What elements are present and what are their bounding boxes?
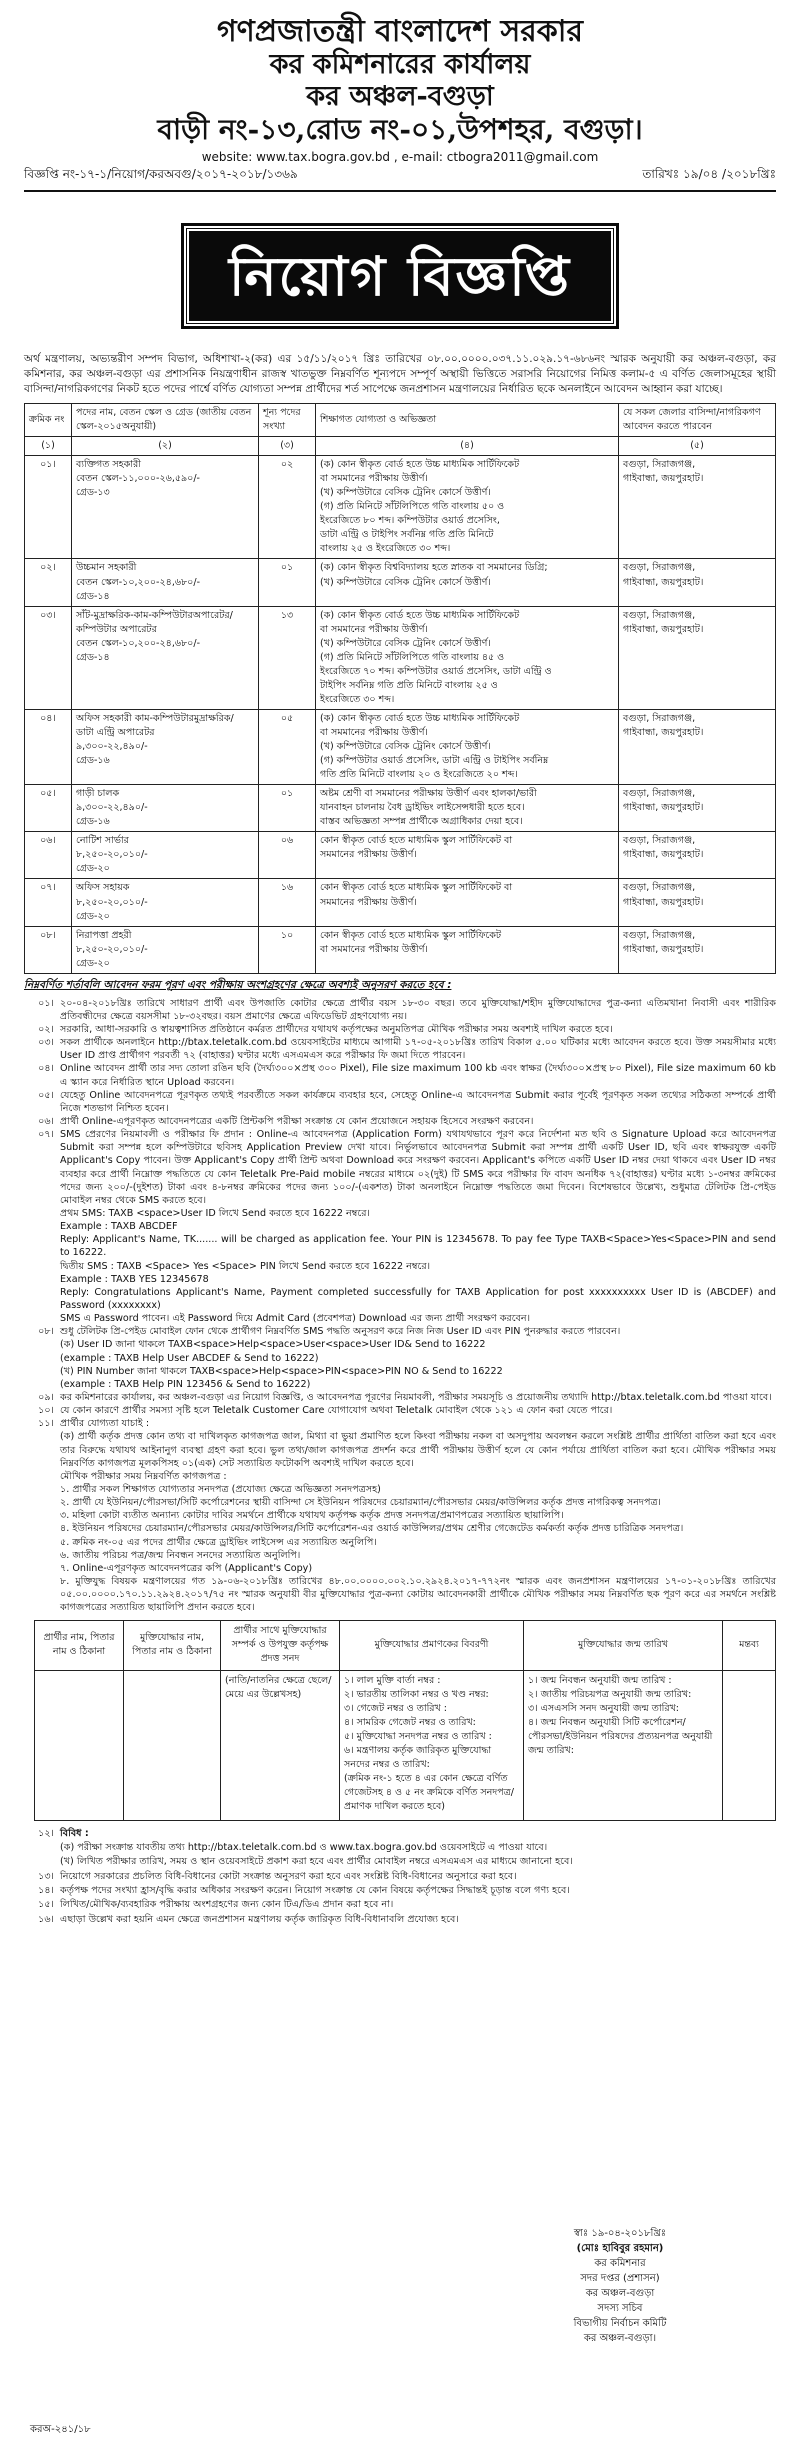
col-index: (৪) — [316, 437, 619, 456]
col-remarks: মন্তব্য — [723, 1621, 776, 1670]
misc-text: (ক) পরীক্ষা সংক্রান্ত যাবতীয় তথ্য http://btax.teletalk.com.bd ও www.tax.bogra.gov.bd ওয়েবসাইটে এ পাওয়া যাবে। (খ) লিখিত পরীক্ষার তারিখ, সময় ও স্থান ওয়েবসাইটে প্রকাশ করা হবে এবং প্রার্থীর মোবাইল নম্বরে এসএমএস এর মাধ্যমে জানানো হবে। — [60, 1841, 573, 1868]
post-serial: ০৫। — [25, 785, 72, 832]
post-count: ০৬ — [259, 832, 316, 879]
post-row — [25, 709, 776, 784]
signatory-secretary: সদস্য সচিব — [597, 2303, 643, 2314]
signatory-name: (মোঃ হাবিবুর রহমান) — [576, 2243, 664, 2254]
post-serial: ০৭। — [25, 879, 72, 926]
rule-text: প্রার্থীর যোগ্যতা যাচাই : (ক) প্রার্থী কর্তৃক প্রদত্ত কোন তথ্য বা দাখিলকৃত কাগজপত্র জাল, মিথ্যা বা ভুয়া প্রমাণিত হলে কিংবা পরীক্ষায় নকল বা অসদুপায় অবলম্বন করলে সংশ্লিষ্ট প্রার্থীর প্রার্থিতা বাতিল করা হবে এবং তার বিরুদ্ধে যথাযথ আইনানুগ ব্যবস্থা গ্রহণ করা হবে। ভুল তথ্য/জাল কাগজপত্র প্রদর্শন করে প্রার্থী পরীক্ষায় উত্তীর্ণ হলে যে কোন পর্যায়ে প্রার্থিতা বাতিল করা হবে। মৌখিক পরীক্ষার সময় নিম্নবর্ণিত কাগজপত্র মূলকপিসহ ০১(এক) সেট সত্যায়িত ফটোকপি অবশ্যই দাখিল করতে হবে। মৌখিক পরীক্ষার সময় নিম্নবর্ণিত কাগজপত্র : ১. প্রার্থীর সকল শিক্ষাগত যোগ্যতার সনদপত্র (প্রযোজ্য ক্ষেত্রে অভিজ্ঞতা সনদপত্রসহ) ২. প্রার্থী যে ইউনিয়ন/পৌরসভা/সিটি কর্পোরেশনের স্থায়ী বাসিন্দা সে ইউনিয়ন পরিষদের চেয়ারম্যান/পৌরসভার মেয়র/কাউন্সিলর কর্তৃক প্রদত্ত নাগরিকত্ব সনদপত্র। ৩. মহিলা কোটা ব্যতীত অন্যান্য কোটার দাবির সমর্থনে প্রার্থীকে যথাযথ কর্তৃপক্ষ কর্তৃক প্রদত্ত সনদপত্র/প্রমাণপত্রের সত্যায়িত ছায়ালিপি। ৪. ইউনিয়ন পরিষদের চেয়ারম্যান/পৌরসভার মেয়র/কাউন্সিলর/সিটি কর্পোরেশন-এর ওয়ার্ড কাউন্সিলর/প্রথম শ্রেণীর গেজেটেড কর্মকর্তা কর্তৃক প্রদত্ত চারিত্রিক সনদপত্র। ৫. ক্রমিক নং-০৫ এর পদের প্রার্থীর ক্ষেত্রে ড্রাইভিং লাইসেন্স এর সত্যায়িত অনুলিপি। ৬. জাতীয় পরিচয় পত্র/জন্ম নিবন্ধন সনদের সত্যায়িত অনুলিপি। ৭. Online-এপূরণকৃত আবেদনপত্রের কপি (Applicant's Copy) ৮. মুক্তিযুদ্ধ বিষয়ক মন্ত্রণালয়ের গত ১৯-০৬-২০১৮খ্রিঃ তারিখের ৪৮.০০.০০০০.০০২.১০.২৯২৪.২০১৭-৭৭২নং স্মারক এবং জনপ্রশাসন মন্ত্রণালয়ের ১৭-০১-২০১৮খ্রিঃ তারিখের ০৫.০০.০০০০.১৭০.১১.২৯২৪.২০১৭/৭৫ নং স্মারক অনুযায়ী বীর মুক্তিযোদ্ধার পুত্র-কন্যা কোটায় আবেদনকারী প্রার্থীকে মৌখিক পরীক্ষার সময় নিম্নবর্ণিত ছক পূরণ করে এর সমর্থনে সংশ্লিষ্ট কাগজপত্রের সত্যায়িত ছায়ালিপি প্রদান করতে হবে। — [60, 1418, 776, 1614]
post-count: ০৫ — [259, 709, 316, 784]
rule-text: এছাড়া উল্লেখ করা হয়নি এমন ক্ষেত্রে জনপ্রশাসন মন্ত্রণালয় কর্তৃক জারিকৃত বিধি-বিধানাবলি প্রযোজ্য হবে। — [60, 1913, 459, 1925]
footer-rule-list — [24, 1870, 776, 1928]
rule-number: ০৭। — [38, 1129, 54, 1141]
post-row — [25, 559, 776, 606]
zone-name: কর অঞ্চল-বগুড়া — [306, 81, 494, 113]
contact-line: website: www.tax.bogra.gov.bd , e-mail: ctbogra2011@gmail.com — [201, 150, 599, 165]
post-name: গাড়ী চালক ৯,৩০০-২২,৪৯০/- গ্রেড-১৬ — [72, 785, 259, 832]
footer-code: করঅ-২৪১/১৮ — [30, 2424, 91, 2435]
post-qualification: কোন স্বীকৃত বোর্ড হতে মাধ্যমিক স্কুল সার্টিফিকেট বা সমমানের পরীক্ষায় উত্তীর্ণ। — [316, 926, 619, 973]
post-serial: ০৬। — [25, 832, 72, 879]
rule-number: ১০। — [38, 1405, 54, 1417]
rule-text: প্রার্থী Online-এপূরণকৃত আবেদনপত্রের একটি প্রিন্টকপি পরীক্ষা সংক্রান্ত যে কোন প্রয়োজনে সহায়ক হিসেবে সংরক্ষণ করবেন। — [60, 1116, 534, 1128]
rule-text: লিখিত/মৌখিক/ব্যবহারিক পরীক্ষায় অংশগ্রহণের জন্য কোন টিএ/ডিএ প্রদান করা হবে না। — [60, 1899, 394, 1911]
rule-text: যে কোন কারণে প্রার্থীর সমস্যা সৃষ্টি হলে Teletalk Customer Care যোগাযোগ অথবা Teletalk মোবাইল থেকে ১২১ এ ফোন করা যেতে পারে। — [60, 1405, 613, 1417]
rule-item — [24, 1417, 776, 1614]
post-row — [25, 832, 776, 879]
post-qualification: (ক) কোন স্বীকৃত বোর্ড হতে উচ্চ মাধ্যমিক সার্টিফিকেট বা সমমানের পরীক্ষায় উত্তীর্ণ। (খ) কম্পিউটারে বেসিক ট্রেনিং কোর্সে উত্তীর্ণ। (গ) কম্পিউটার ওয়ার্ড প্রসেসিং, ডাটা এন্ট্রি ও টাইপিং সর্বনিম্ন গতি প্রতি মিনিটে বাংলায় ২০ ও ইংরেজিতে ২০ শব্দ। — [316, 709, 619, 784]
post-row — [25, 606, 776, 709]
post-serial: ০১। — [25, 456, 72, 559]
post-qualification: কোন স্বীকৃত বোর্ড হতে মাধ্যমিক স্কুল সার্টিফিকেট বা সমমানের পরীক্ষায় উত্তীর্ণ। — [316, 832, 619, 879]
posts-table — [24, 403, 776, 974]
signatory-committee: বিভাগীয় নির্বাচন কমিটি — [573, 2318, 667, 2329]
col-index: (২) — [72, 437, 259, 456]
col-ff-name: মুক্তিযোদ্ধার নাম, পিতার নাম ও ঠিকানা — [124, 1621, 221, 1670]
post-name: নিরাপত্তা প্রহরী ৮,২৫০-২০,০১০/- গ্রেড-২০ — [72, 926, 259, 973]
rule-item — [24, 1870, 776, 1884]
col-dob: মুক্তিযোদ্ধার জন্ম তারিখ — [524, 1621, 723, 1670]
post-row — [25, 456, 776, 559]
post-name: উচ্চমান সহকারী বেতন স্কেল-১০,২০০-২৪,৬৮০/- গ্রেড-১৪ — [72, 559, 259, 606]
post-count: ০২ — [259, 456, 316, 559]
post-name: নোটিশ সার্ভার ৮,২৫০-২০,০১০/- গ্রেড-২০ — [72, 832, 259, 879]
letterhead — [24, 14, 776, 164]
post-serial: ০৮। — [25, 926, 72, 973]
col-relation: প্রার্থীর সাথে মুক্তিযোদ্ধার সম্পর্ক ও উপযুক্ত কর্তৃপক্ষ প্রদত্ত সনদ — [221, 1621, 340, 1670]
banner-wrap — [24, 226, 776, 326]
govt-name: গণপ্রজাতন্ত্রী বাংলাদেশ সরকার — [217, 14, 583, 49]
col-index: (৩) — [259, 437, 316, 456]
rule-item — [24, 1913, 776, 1927]
post-districts: বগুড়া, সিরাজগঞ্জ, গাইবান্ধা, জয়পুরহাট। — [619, 832, 776, 879]
rule-number: ১৫। — [38, 1899, 54, 1911]
cell-proof: ১। লাল মুক্তি বার্তা নম্বর : ২। ভারতীয় তালিকা নম্বর ও খণ্ড নম্বর: ৩। গেজেট নম্বর ও তারিখ : ৪। সামরিক গেজেট নম্বর ও তারিখ: ৫। মুক্তিযোদ্ধা সনদপত্র নম্বর ও তারিখ : ৬। মন্ত্রণালয় কর্তৃক জারিকৃত মুক্তিযোদ্ধা সনদের নম্বর ও তারিখ: (ক্রমিক নং-১ হতে ৪ এর কোন ক্ষেত্রে বর্ণিত গেজেটসহ ৪ ও ৫ নং ক্রমিকে বর্ণিত সনদপত্র/প্রমাণক দাখিল করতে হবে) — [340, 1670, 524, 1820]
signature-block — [500, 2226, 740, 2346]
signatory-cc-zone: কর অঞ্চল-বগুড়া। — [583, 2333, 657, 2344]
office-name: কর কমিশনারের কার্যালয় — [269, 49, 531, 81]
post-serial: ০৪। — [25, 709, 72, 784]
rule-text: কর কমিশনারের কার্যালয়, কর অঞ্চল-বগুড়া এর নিয়োগ বিজ্ঞপ্তি, ও আবেদনপত্র পূরণের নিয়মাবলী, পরীক্ষার সময়সূচি ও প্রয়োজনীয় তথ্যাদি http://btax.teletalk.com.bd পাওয়া যাবে। — [60, 1391, 772, 1403]
post-districts: বগুড়া, সিরাজগঞ্জ, গাইবান্ধা, জয়পুরহাট। — [619, 559, 776, 606]
post-serial: ০২। — [25, 559, 72, 606]
rule-text: SMS প্রেরণের নিয়মাবলী ও পরীক্ষার ফি প্রদান : Online-এ আবেদনপত্র (Application Form) যথাযথভাবে পূরণ করে নির্দেশনা মত ছবি ও Signature Upload করে আবেদনপত্র Submit করা সম্পন্ন হলে কম্পিউটারে ছবিসহ Application Preview দেখা যাবে। নির্ভুলভাবে আবেদনপত্র Submit করা সম্পন্ন প্রার্থী একটি User ID, ছবি এবং স্বাক্ষরযুক্ত একটি Applicant's Copy পাবেন। উক্ত Applicant's Copy প্রার্থী প্রিন্ট অথবা Download করে সংরক্ষণ করবেন। Applicant's কপিতে একটি User ID নম্বর দেয়া থাকবে এবং User ID নম্বর ব্যবহার করে প্রার্থী নিম্নোক্ত পদ্ধতিতে যে কোন Teletalk Pre-Paid mobile নম্বরের মাধ্যমে ০২(দুই) টি SMS করে পরীক্ষার ফি বাবদ অনধিক ৭২(বাহাত্তর) ঘণ্টার মধ্যে ১-৩নম্বর ক্রমিকের পদের জন্য ২০০/-(দুইশত) টাকা এবং ৪-৮নম্বর ক্রমিকের পদের জন্য ১০০/-(একশত) টাকা অনলাইনে নিম্নোক্ত পদ্ধতিতে জমা দিবেন। বিশেষভাবে উল্লেখ্য, শুধুমাত্র টেলিটক প্রি-পেইড মোবাইল নম্বর থেকে SMS করতে হবে। প্রথম SMS: TAXB <space>User ID লিখে Send করতে হবে 16222 নম্বরে। Example : TAXB ABCDEF Reply: Applicant's Name, TK....... will be charged as application fee. Your PIN is 12345678. To pay fee Type TAXB<Space>Yes<Space>PIN and send to 16222. দ্বিতীয় SMS : TAXB <Space> Yes <Space> PIN লিখে Send করতে হবে 16222 নম্বরে। Example : TAXB YES 12345678 Reply: Congratulations Applicant's Name, Payment completed successfully for TAXB Application for post xxxxxxxxxx User ID is (ABCDEF) and Password (xxxxxxxx) SMS এ Password পাবেন। এই Password দিয়ে Admit Card (প্রবেশপত্র) Download এর জন্য প্রার্থী সংরক্ষণ করবেন। — [60, 1129, 776, 1325]
misc-label: বিবিধ : — [60, 1827, 89, 1839]
reference-number: বিজ্ঞপ্তি নং-১৭-১/নিয়োগ/করঅবগু/২০১৭-২০১৮/১৩৬৯ — [24, 167, 298, 182]
post-name: অফিস সহকারী কাম-কম্পিউটারমুদ্রাক্ষরিক/ ডাটা এন্ট্রি অপারেটর ৯,৩০০-২২,৪৯০/- গ্রেড-১৬ — [72, 709, 259, 784]
rule-text: নিয়োগে সরকারের প্রচলিত বিধি-বিধানের কোটা সংক্রান্ত অনুসরণ করা হবে এবং সংশ্লিষ্ট বিধি-বিধানের অনুসারে করা হবে। — [60, 1870, 517, 1882]
docs-body-row — [35, 1670, 776, 1820]
signature-date: স্বাঃ ১৯-০৪-২০১৮খ্রিঃ — [573, 2228, 667, 2239]
posts-body — [25, 456, 776, 974]
rule-item — [24, 1404, 776, 1417]
post-name: অফিস সহায়ক ৮,২৫০-২০,০১০/- গ্রেড-২০ — [72, 879, 259, 926]
post-districts: বগুড়া, সিরাজগঞ্জ, গাইবান্ধা, জয়পুরহাট। — [619, 785, 776, 832]
rule-number: ০৯। — [38, 1391, 54, 1403]
conditions-list — [24, 997, 776, 1615]
rule-item — [24, 1062, 776, 1088]
posts-header-row — [25, 404, 776, 437]
rule-text: ২০-০৪-২০১৮খ্রিঃ তারিখে সাধারণ প্রার্থী এবং উপজাতি কোটার ক্ষেত্রে প্রার্থীর বয়স ১৮-৩০ বছর। তবে মুক্তিযোদ্ধা/শহীদ মুক্তিযোদ্ধাদের পুত্র-কন্যা এতিমখানা নিবাসী এবং শারীরিক প্রতিবন্ধীদের ক্ষেত্রে বয়সসীমা ১৮-৩২বছর। বয়স প্রমাণের ক্ষেত্রে এফিডেভিট গ্রহণযোগ্য নয়। — [60, 997, 776, 1022]
conditions-title: নিম্নবর্ণিত শর্তাবলি আবেদন ফরম পূরণ এবং পরীক্ষায় অংশগ্রহণের ক্ষেত্রে অবশ্যই অনুসরণ করতে হবে : — [24, 978, 452, 991]
signatory-office: সদর দপ্তর (প্রশাসন) — [580, 2273, 660, 2284]
rule-item — [24, 1036, 776, 1062]
rule-item — [24, 1115, 776, 1128]
freedom-fighter-table — [34, 1620, 776, 1820]
post-qualification: (ক) কোন স্বীকৃত বিশ্ববিদ্যালয় হতে স্নাতক বা সমমানের ডিগ্রি; (খ) কম্পিউটারে বেসিক ট্রেনিং কোর্সে উত্তীর্ণ। — [316, 559, 619, 606]
docs-header-row — [35, 1621, 776, 1670]
rule-text: যেহেতু Online আবেদনপত্রে পূরণকৃত তথ্যই পরবর্তীতে সকল কার্যক্রমে ব্যবহার হবে, সেহেতু Online-এ আবেদনপত্র Submit করার পূর্বেই পূরণকৃত সকল তথ্যের সঠিকতা সম্পর্কে প্রার্থী নিজে শতভাগ নিশ্চিত হবেন। — [60, 1089, 776, 1114]
post-districts: বগুড়া, সিরাজগঞ্জ, গাইবান্ধা, জয়পুরহাট। — [619, 879, 776, 926]
post-qualification: অষ্টম শ্রেণী বা সমমানের পরীক্ষায় উত্তীর্ণ এবং হালকা/ভারী যানবাহন চালনায় বৈধ ড্রাইভিং লাইসেন্সধারী হতে হবে। বাস্তব অভিজ্ঞতা সম্পন্ন প্রার্থীকে অগ্রাধিকার দেয়া হবে। — [316, 785, 619, 832]
rule-text: কর্তৃপক্ষ পদের সংখ্যা হ্রাস/বৃদ্ধি করার অধিকার সংরক্ষণ করেন। নিয়োগ সংক্রান্ত যে কোন বিষয়ে কর্তৃপক্ষের সিদ্ধান্তই চূড়ান্ত বলে গণ্য হবে। — [60, 1885, 570, 1897]
post-serial: ০৩। — [25, 606, 72, 709]
post-row — [25, 879, 776, 926]
rule-text: সরকারি, আধা-সরকারি ও স্বায়ত্বশাসিত প্রতিষ্ঠানে কর্মরত প্রার্থীদের যথাযথ কর্তৃপক্ষের অনুমতিপত্র মৌখিক পরীক্ষার সময় অবশ্যই দাখিল করতে হবে। — [60, 1024, 613, 1036]
rule-number: ০২। — [38, 1024, 54, 1036]
rule-number: ০৩। — [38, 1037, 54, 1049]
rule-item — [24, 1325, 776, 1391]
signatory-title: কর কমিশনার — [594, 2258, 646, 2269]
post-name: সাঁট-মুদ্রাক্ষরিক-কাম-কম্পিউটারঅপারেটর/ কম্পিউটার অপারেটর বেতন স্কেল-১০,২০০-২৪,৬৮০/- গ্রেড-১৪ — [72, 606, 259, 709]
cell-ff-name — [124, 1670, 221, 1820]
post-qualification: (ক) কোন স্বীকৃত বোর্ড হতে উচ্চ মাধ্যমিক সার্টিফিকেট বা সমমানের পরীক্ষায় উত্তীর্ণ। (খ) কম্পিউটারে বেসিক ট্রেনিং কোর্সে উত্তীর্ণ। (গ) প্রতি মিনিটে সাঁটলিপিতে গতি বাংলায় ৪৫ ও ইংরেজিতে ৭০ শব্দ। কম্পিউটার ওয়ার্ড প্রসেসিং, ডাটা এন্ট্রি ও টাইপিং সর্বনিম্ন গতি প্রতি মিনিটে বাংলায় ২৫ ও ইংরেজিতে ৩০ শব্দ। — [316, 606, 619, 709]
post-count: ০১ — [259, 785, 316, 832]
rule-number: ০৬। — [38, 1116, 54, 1128]
post-name: ব্যক্তিগত সহকারী বেতন স্কেল-১১,০০০-২৬,৫৯০/- গ্রেড-১৩ — [72, 456, 259, 559]
rule-number: ১৩। — [38, 1870, 54, 1882]
post-districts: বগুড়া, সিরাজগঞ্জ, গাইবান্ধা, জয়পুরহাট। — [619, 709, 776, 784]
post-districts: বগুড়া, সিরাজগঞ্জ, গাইবান্ধা, জয়পুরহাট। — [619, 926, 776, 973]
rule-number: ১২। — [38, 1827, 54, 1839]
cell-candidate — [35, 1670, 124, 1820]
reference-line — [24, 166, 776, 192]
col-districts: যে সকল জেলার বাসিন্দা/নাগরিকগণ আবেদন করতে পারবেন — [619, 404, 776, 437]
rule-item — [24, 1089, 776, 1115]
rule-item — [24, 1023, 776, 1036]
rule-item — [24, 1391, 776, 1404]
intro-paragraph: অর্থ মন্ত্রণালয়, অভ্যন্তরীণ সম্পদ বিভাগ, অধিশাখা-২(কর) এর ১৫/১১/২০১৭ খ্রিঃ তারিখের ০৮.০০.০০০০.০৩৭.১১.০২৯.১৭-৬৮৬নং স্মারক অনুযায়ী কর অঞ্চল-বগুড়া, কর কমিশনার, কর অঞ্চল-বগুড়া এর প্রশাসনিক নিয়ন্ত্রণাধীন রাজস্ব খাতভুক্ত নিম্নবর্ণিত শূন্যপদে সম্পূর্ণ অস্থায়ী ভিত্তিতে সরাসরি নিয়োগের নিমিত্ত কলাম-৫ এ বর্ণিত জেলাসমূহের স্থায়ী বাসিন্দা/নাগরিকগণের নিকট হতে পদের পার্শ্বে বর্ণিত যোগ্যতা সম্পন্ন প্রার্থীদের শর্ত সাপেক্ষে জনপ্রশাসন মন্ত্রণালয়ের নির্ধারিত ছকে অনলাইনে আবেদন আহ্বান করা যাচ্ছে। — [24, 353, 776, 396]
notice-date: তারিখঃ ১৯/০৪ /২০১৮খ্রিঃ — [642, 167, 776, 182]
post-count: ১০ — [259, 926, 316, 973]
rule-text: সকল প্রার্থীকে অনলাইনে http://btax.teletalk.com.bd ওয়েবসাইটের মাধ্যমে আগামী ১৭-০৫-২০১৮খ্রিঃ তারিখ বিকাল ৫.০০ ঘটিকার মধ্যে আবেদন করতে হবে। উক্ত সময়সীমার মধ্যে User ID প্রাপ্ত প্রার্থীগণ পরবর্তী ৭২ (বাহাত্তর) ঘণ্টার মধ্যে এসএমএস করে পরীক্ষার ফি জমা দিতে পারবেন। — [60, 1037, 776, 1062]
rule-item — [24, 1128, 776, 1325]
cell-dob: ১। জন্ম নিবন্ধন অনুযায়ী জন্ম তারিখ : ২। জাতীয় পরিচয়পত্র অনুযায়ী জন্ম তারিখ: ৩। এসএসসি সনদ অনুযায়ী জন্ম তারিখ: ৪। জন্ম নিবন্ধন অনুযায়ী সিটি কর্পোরেশন/পৌরসভা/ইউনিয়ন পরিষদের প্রত্যয়নপত্র অনুযায়ী জন্ম তারিখ: — [524, 1670, 723, 1820]
office-address: বাড়ী নং-১৩,রোড নং-০১,উপশহর, বগুড়া। — [157, 113, 643, 147]
post-qualification: (ক) কোন স্বীকৃত বোর্ড হতে উচ্চ মাধ্যমিক সার্টিফিকেট বা সমমানের পরীক্ষায় উত্তীর্ণ। (খ) কম্পিউটারে বেসিক ট্রেনিং কোর্সে উত্তীর্ণ। (গ) প্রতি মিনিটে সাঁটলিপিতে গতি বাংলায় ৫০ ও ইংরেজিতে ৮০ শব্দ। কম্পিউটার ওয়ার্ড প্রসেসিং, ডাটা এন্ট্রি ও টাইপিং সর্বনিম্ন গতি প্রতি মিনিটে বাংলায় ২৫ ও ইংরেজিতে ৩০ শব্দ। — [316, 456, 619, 559]
col-qualification: শিক্ষাগত যোগ্যতা ও অভিজ্ঞতা — [316, 404, 619, 437]
post-districts: বগুড়া, সিরাজগঞ্জ, গাইবান্ধা, জয়পুরহাট। — [619, 456, 776, 559]
rule-item — [24, 1827, 776, 1870]
col-index: (১) — [25, 437, 72, 456]
rule-number: ১৬। — [38, 1913, 54, 1925]
rule-number: ০৪। — [38, 1063, 54, 1075]
col-serial: ক্রমিক নং — [25, 404, 72, 437]
col-candidate: প্রার্থীর নাম, পিতার নাম ও ঠিকানা — [35, 1621, 124, 1670]
col-post: পদের নাম, বেতন স্কেল ও গ্রেড (জাতীয় বেতন স্কেল-২০১৫অনুযায়ী) — [72, 404, 259, 437]
cell-remarks — [723, 1670, 776, 1820]
rule-text — [60, 1827, 776, 1870]
post-count: ১৬ — [259, 879, 316, 926]
col-proof: মুক্তিযোদ্ধার প্রমাণকের বিবরণী — [340, 1621, 524, 1670]
signatory-zone: কর অঞ্চল-বগুড়া — [585, 2288, 655, 2299]
rule-number: ০৮। — [38, 1326, 54, 1338]
post-count: ০১ — [259, 559, 316, 606]
rule-text: Online আবেদন প্রার্থী তার সদ্য তোলা রঙিন ছবি (দৈর্ঘ্য৩০০×প্রস্থ ৩০০ Pixel), File size maximum 100 kb এবং স্বাক্ষর (দৈর্ঘ্য৩০০×প্রস্থ ৮০ Pixel), File size maximum 60 kb এ স্ক্যান করে নির্ধারিত স্থানে Upload করবেন। — [60, 1063, 776, 1088]
post-row — [25, 785, 776, 832]
post-count: ১৩ — [259, 606, 316, 709]
post-row — [25, 926, 776, 973]
rule-number: ১১। — [38, 1418, 54, 1430]
misc-rules — [24, 1827, 776, 1928]
post-qualification: কোন স্বীকৃত বোর্ড হতে মাধ্যমিক স্কুল সার্টিফিকেট বা সমমানের পরীক্ষায় উত্তীর্ণ। — [316, 879, 619, 926]
col-count: শূন্য পদের সংখ্যা — [259, 404, 316, 437]
post-districts: বগুড়া, সিরাজগঞ্জ, গাইবান্ধা, জয়পুরহাট। — [619, 606, 776, 709]
rule-item — [24, 1884, 776, 1898]
rule-item — [24, 997, 776, 1023]
rule-number: ০১। — [38, 997, 54, 1009]
col-index: (৫) — [619, 437, 776, 456]
rule-number: ১৪। — [38, 1885, 54, 1897]
rule-item — [24, 1898, 776, 1912]
posts-index-row — [25, 437, 776, 456]
rule-number: ০৫। — [38, 1089, 54, 1101]
cell-relation: (নাতি/নাতনির ক্ষেত্রে ছেলে/মেয়ে এর উল্লেখসহ) — [221, 1670, 340, 1820]
rule-text: শুধু টেলিটক প্রি-পেইড মোবাইল ফোন থেকে প্রার্থীগণ নিম্নবর্ণিত SMS পদ্ধতি অনুসরণ করে নিজ নিজ User ID এবং PIN পুনরুদ্ধার করতে পারবেন। (ক) User ID জানা থাকলে TAXB<space>Help<space>User<space>User ID& Send to 16222 (example : TAXB Help User ABCDEF & Send to 16222) (খ) PIN Number জানা থাকলে TAXB<space>Help<space>PIN<space>PIN NO & Send to 16222 (example : TAXB Help PIN 123456 & Send to 16222) — [60, 1326, 621, 1390]
notice-banner: নিয়োগ বিজ্ঞপ্তি — [184, 226, 616, 326]
